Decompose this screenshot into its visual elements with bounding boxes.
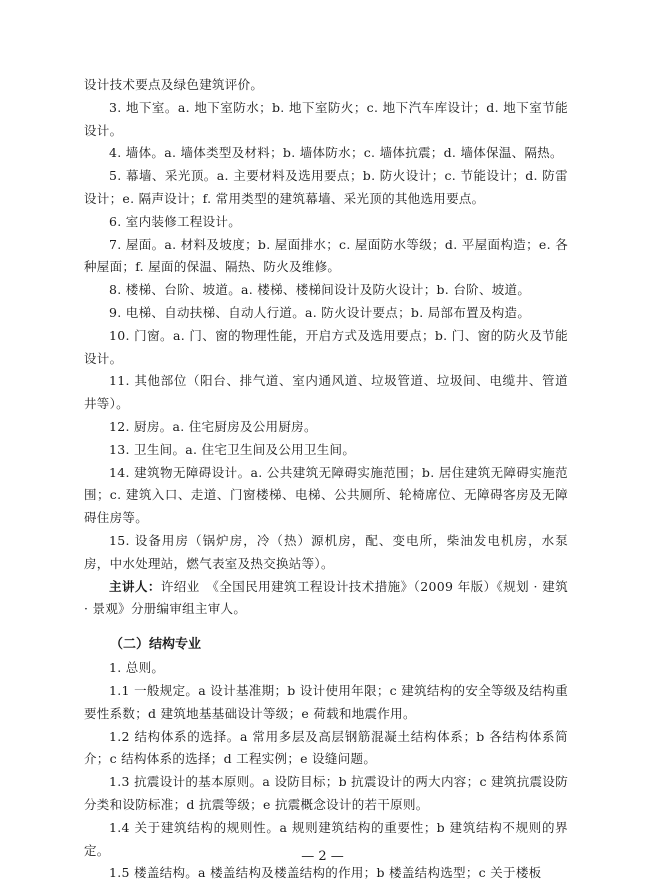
body-text — [84, 74, 568, 885]
page-number: — 2 — — [301, 849, 344, 864]
paragraph: 11. 其他部位（阳台、排气道、室内通风道、垃圾管道、垃圾间、电缆井、管道井等）。 — [84, 373, 568, 412]
paragraph: 设计技术要点及绿色建筑评价。 — [84, 77, 264, 92]
paragraph: 15. 设备用房（锅炉房，冷（热）源机房，配、变电所，柴油发电机房，水泵房，中水处理站，燃气表室及热交换站等）。 — [84, 532, 568, 571]
paragraph: 3. 地下室。a. 地下室防水；b. 地下室防火；c. 地下汽车库设计；d. 地下室节能设计。 — [84, 99, 568, 138]
paragraph: 10. 门窗。a. 门、窗的物理性能，开启方式及选用要点；b. 门、窗的防火及节能设计。 — [84, 327, 568, 366]
paragraph: 13. 卫生间。a. 住宅卫生间及公用卫生间。 — [109, 441, 356, 457]
paragraph: 6. 室内装修工程设计。 — [109, 213, 241, 229]
paragraph: 1.2 结构体系的选择。a 常用多层及高层钢筋混凝土结构体系；b 各结构体系简介；c 结构体系的选择；d 工程实例；e 设缝问题。 — [84, 728, 568, 767]
paragraph: 5. 幕墙、采光顶。a. 主要材料及选用要点；b. 防火设计；c. 节能设计；d. 防雷设计；e. 隔声设计；f. 常用类型的建筑幕墙、采光顶的其他选用要点。 — [84, 168, 568, 206]
paragraph: 14. 建筑物无障碍设计。a. 公共建筑无障碍实施范围；b. 居住建筑无障碍实施范围；c. 建筑入口、走道、门窗楼梯、电梯、公共厕所、轮椅席位、无障碍客房及无障碍住房等。 — [84, 464, 568, 526]
paragraph: 1.3 抗震设计的基本原则。a 设防目标；b 抗震设计的两大内容；c 建筑抗震设防分类和设防标准；d 抗震等级；e 抗震概念设计的若干原则。 — [84, 774, 568, 812]
paragraph: 7. 屋面。a. 材料及坡度；b. 屋面排水；c. 屋面防水等级；d. 平屋面构造；e. 各种屋面；f. 屋面的保温、隔热、防火及维修。 — [84, 236, 568, 275]
speaker-label: 主讲人： — [109, 578, 161, 594]
paragraph: 9. 电梯、自动扶梯、自动人行道。a. 防火设计要点；b. 局部布置及构造。 — [109, 304, 531, 320]
section-gap — [84, 621, 568, 633]
paragraph: 4. 墙体。a. 墙体类型及材料；b. 墙体防水；c. 墙体抗震；d. 墙体保温、隔热。 — [109, 145, 563, 161]
paragraph: 1. 总则。 — [109, 660, 165, 676]
paragraph: 1.4 关于建筑结构的规则性。a 规则建筑结构的重要性；b 建筑结构不规则的界定。 — [84, 819, 568, 858]
speaker-paragraph — [84, 576, 568, 622]
paragraph: 12. 厨房。a. 住宅厨房及公用厨房。 — [109, 418, 317, 434]
speaker-text: 许绍业 《全国民用建筑工程设计技术措施》（2009 年版）《规划 · 建筑 · 景观》分册编审组主审人。 — [84, 578, 569, 617]
section-heading: （二）结构专业 — [110, 637, 202, 653]
paragraph: 1.1 一般规定。a 设计基准期；b 设计使用年限；c 建筑结构的安全等级及结构重要性系数；d 建筑地基基础设计等级；e 荷载和地震作用。 — [84, 682, 568, 721]
paragraph: 8. 楼梯、台阶、坡道。a. 楼梯、楼梯间设计及防火设计；b. 台阶、坡道。 — [109, 282, 531, 298]
paragraph: 1.5 楼盖结构。a 楼盖结构及楼盖结构的作用；b 楼盖结构选型；c 关于楼板 — [109, 865, 542, 881]
